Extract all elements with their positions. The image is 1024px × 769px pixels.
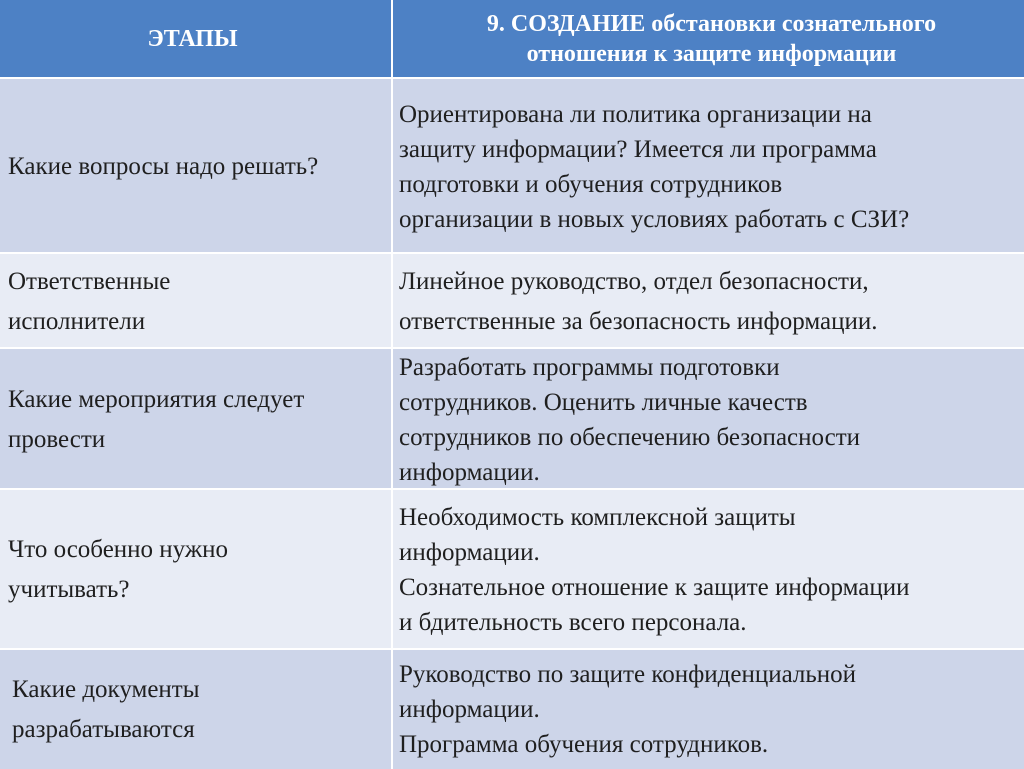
row-question-line: разрабатываются (12, 715, 195, 743)
row-answer (399, 97, 909, 237)
row-question-line: Ответственные (8, 267, 171, 295)
row-question-cell (0, 490, 391, 650)
row-answer-line: подготовки и обучения сотрудников (399, 170, 783, 198)
row-answer-line: защиту информации? Имеется ли программа (399, 135, 877, 163)
row-question-cell (0, 79, 391, 254)
row-answer-line: информации. (399, 458, 540, 486)
row-answer-line: Линейное руководство, отдел безопасности, (399, 267, 869, 295)
row-answer-line: Ориентирована ли политика организации на (399, 100, 872, 128)
row-answer-line: организации в новых условиях работать с СЗИ? (399, 205, 910, 233)
row-question-line: учитывать? (8, 576, 130, 603)
row-question (8, 380, 304, 460)
row-question-line: исполнители (8, 307, 146, 335)
row-answer-line: Руководство по защите конфиденциальной (399, 661, 857, 688)
row-question-cell (0, 254, 391, 349)
row-question (8, 530, 228, 610)
row-question (12, 670, 200, 750)
header-title-line: отношения к защите информации (526, 40, 897, 67)
row-question-cell (0, 650, 391, 769)
row-answer-line: Разработать программы подготовки (399, 353, 780, 381)
row-question-line: Что особенно нужно (8, 536, 229, 563)
table-row (0, 648, 1024, 769)
header-stages-label: ЭТАПЫ (147, 25, 238, 52)
table-row (0, 77, 1024, 254)
row-answer-cell (391, 490, 1024, 650)
header-stages-cell (0, 0, 391, 77)
row-answer-cell (391, 349, 1024, 490)
row-answer (399, 657, 856, 762)
table-row (0, 252, 1024, 349)
row-question-cell (0, 349, 391, 490)
row-question-line: Какие вопросы надо решать? (8, 152, 319, 180)
row-answer-cell (391, 650, 1024, 769)
row-question-line: провести (8, 425, 106, 453)
row-answer-line: информации. (399, 539, 540, 566)
row-answer (399, 500, 909, 640)
table-row (0, 488, 1024, 650)
table-header-row (0, 0, 1024, 77)
row-answer-line: и бдительность всего персонала. (399, 609, 747, 636)
header-title (487, 9, 936, 69)
row-answer-line: ответственные за безопасность информации. (399, 307, 878, 335)
row-answer-line: Необходимость комплексной защиты (399, 504, 796, 531)
row-answer-cell (391, 254, 1024, 349)
row-answer-line: сотрудников. Оценить личные качеств (399, 388, 808, 416)
row-answer-cell (391, 79, 1024, 254)
row-question (8, 262, 170, 342)
row-answer-line: Программа обучения сотрудников. (399, 731, 769, 758)
row-answer-line: Сознательное отношение к защите информации (399, 574, 910, 601)
row-question (8, 147, 318, 187)
row-answer-line: сотрудников по обеспечению безопасности (399, 423, 861, 451)
table-row (0, 347, 1024, 490)
header-title-line: 9. СОЗДАНИЕ обстановки сознательного (486, 10, 937, 37)
row-question-line: Какие документы (12, 675, 200, 703)
header-title-cell (391, 0, 1024, 77)
row-answer (399, 350, 860, 490)
row-answer-line: информации. (399, 696, 540, 723)
row-question-line: Какие мероприятия следует (8, 385, 305, 413)
row-answer (399, 262, 877, 342)
